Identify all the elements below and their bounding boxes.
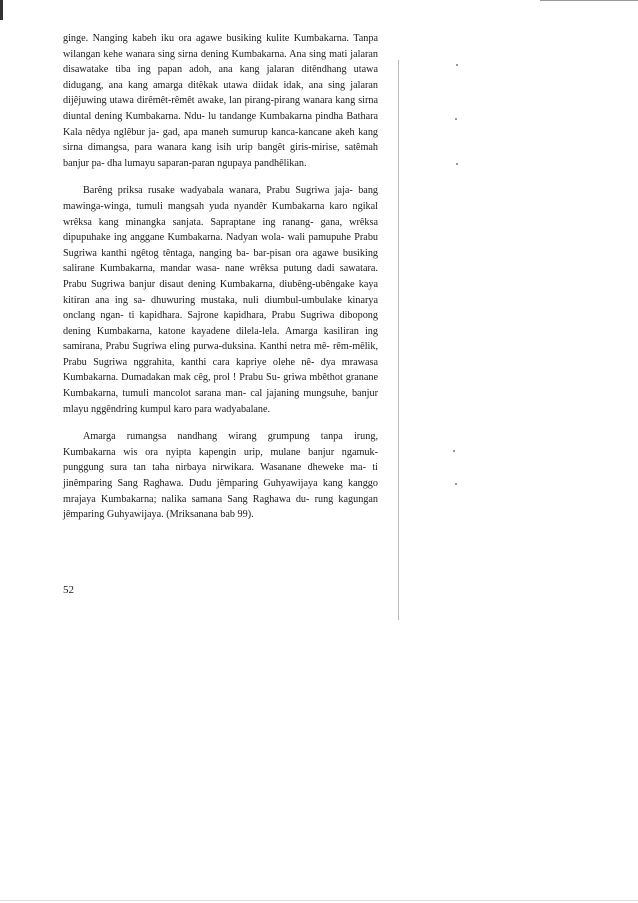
text-line: Tanpa wilangan kehe wanara sing sirna dening Kumbakarna. Ana: [63, 33, 378, 60]
paragraph-3: [63, 429, 378, 523]
text-line: ginge. Nanging kabeh iku ora agawe busiking kulite Kumbakarna.: [63, 33, 349, 44]
text-line: nane wrêksa putung dadi sawatara. Prabu Sugriwa banjur disaut: [63, 263, 378, 290]
text-line: bang mawinga-winga, tumuli mangsah yuda nyandêr Kumbakarna: [63, 185, 379, 212]
text-line: kanggo mrajaya Kumbakarna; nalika samana Sang Raghawa du-: [63, 478, 378, 505]
text-line: ti jinêmparing Sang Raghawa. Dudu jêmparing Guhyawijaya kang: [63, 462, 378, 490]
text-line: dening Kumbakarna, diubêng-ubêngake kaya kitiran ana ing sa-: [63, 278, 378, 306]
body-text: [63, 31, 378, 523]
bottom-edge-line: [0, 900, 638, 901]
paragraph-2: [63, 183, 378, 417]
text-line: gana, wrêksa dipupuhake ing anggane Kumbakarna. Nadyan wola-: [63, 216, 378, 244]
text-line: wadyabalane.: [214, 403, 271, 415]
text-line: rung kagungan jêmparing Guhyawijaya. (Mriksanana bab 99).: [63, 493, 379, 521]
text-line: gad, apa maneh sumurup kanca-kancane akeh kang sirna dimangsa,: [63, 126, 379, 154]
text-line: rêm-mêlik, Prabu Sugriwa nggrahita, kanthi cara kapriye olehe nê-: [63, 341, 378, 368]
text-line: Amarga rumangsa nandhang wirang grumpung tanpa irung,: [83, 431, 378, 443]
text-line: Kumbakarna wis ora nyipta kapengin urip, mulane banjur ngamuk-: [63, 446, 378, 458]
speck-mark: [456, 64, 458, 66]
top-margin-line: [540, 0, 638, 1]
text-line: dha lumayu saparan-paran ngupaya pandhêlikan.: [107, 157, 307, 169]
text-line: idak, ana sing jalaran dijêjuwing utawa dirêmêt-rêmêt awake, lan: [63, 79, 379, 107]
text-line: lu tandange Kumbakarna pindha Bathara Kala nêdya nglêbur ja-: [63, 110, 379, 138]
paragraph-1: [63, 31, 378, 171]
text-line: ditêndhang utawa didugang, ana kang amarga ditêkak utawa diidak: [63, 64, 378, 91]
speck-mark: [455, 118, 457, 120]
text-line: wali pamupuhe Prabu Sugriwa kanthi ngêtog têntaga, nanging ba-: [63, 232, 379, 259]
text-line: ti kapidhara. Sajrone kapidhara, Prabu Sugriwa dibopong dening: [63, 310, 378, 337]
text-line: Kumbakarna, katone kayadene dilela-lela. Amarga kasiliran ing: [96, 325, 378, 337]
text-line: punggung sura tan taha nirbaya nirwikara. Wasanane dheweke ma-: [63, 462, 366, 474]
speck-mark: [453, 450, 455, 452]
text-line: dhuwuring mustaka, nuli diumbul-umbulake kinarya onclang ngan-: [63, 294, 379, 322]
text-line: dya mrawasa Kumbakarna. Dumadakan mak cêg, prol ! Prabu Su-: [63, 356, 378, 384]
speck-mark: [455, 483, 457, 485]
text-line: griwa mbêthot granane Kumbakarna, tumuli mancolot sarana man-: [63, 372, 378, 400]
page-edge-mark: [0, 0, 3, 20]
text-line: cal jajaning mungsuhe, banjur mlayu nggêndring kumpul karo para: [63, 388, 378, 415]
text-line: samirana, Prabu Sugriwa eling purwa-duksina. Kanthi netra mê-: [63, 341, 330, 353]
text-line: karo ngikal wrêksa kang minangka sanjata. Sapraptane ing ranang-: [63, 200, 378, 228]
binding-shadow-line: [398, 60, 399, 620]
speck-mark: [456, 163, 458, 165]
page-number: 52: [63, 584, 74, 596]
text-line: Barêng priksa rusake wadyabala wanara, Prabu Sugriwa jaja-: [83, 185, 353, 197]
text-line: bar-pisan ora agawe busiking salirane Kumbakarna, mandar wasa-: [63, 247, 379, 275]
text-line: pirang-pirang wanara kang sirna diuntal dening Kumbakarna. Ndu-: [63, 95, 379, 122]
text-line: para wanara kang isih urip bangêt giris-mirise, satêmah banjur pa-: [63, 142, 378, 169]
text-line: sing mati jalaran disawatake tiba ing papan adoh, ana kang jalaran: [63, 48, 378, 76]
